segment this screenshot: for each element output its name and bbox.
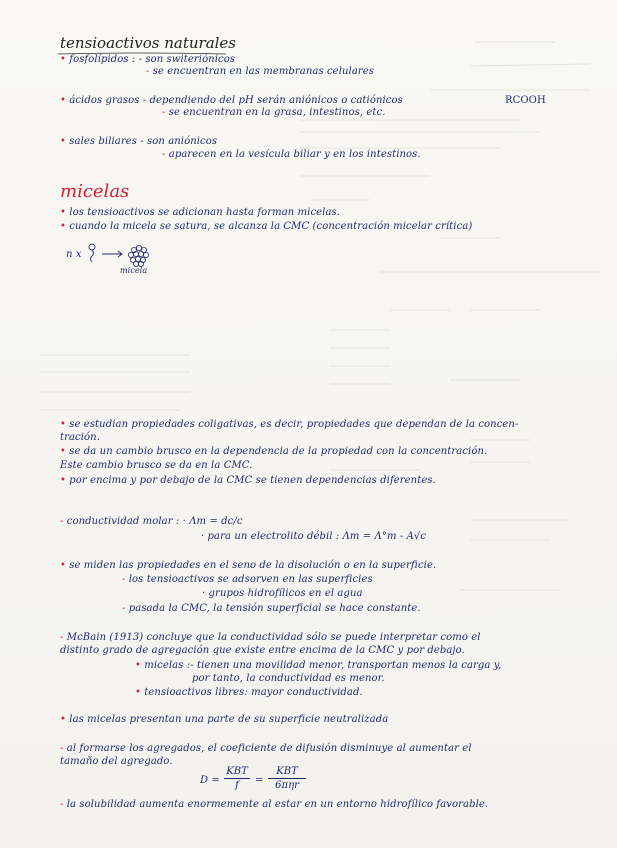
surface-line-2: - los tensioactivos se adsorven en las superficies bbox=[122, 574, 373, 585]
diffusion-line-2: tamaño del agregado. bbox=[60, 756, 173, 767]
micelles-line-2: • cuando la micela se satura, se alcanza la CMC (concentración micelar crítica) bbox=[60, 221, 473, 232]
micelle-diagram-multiplier: n x bbox=[66, 249, 82, 260]
formula-fraction-1 bbox=[224, 766, 250, 791]
section-heading-natural-surfactants: tensioactivos naturales bbox=[60, 34, 237, 52]
bullet-mark: • bbox=[135, 687, 141, 698]
neutralized-line: • las micelas presentan una parte de su superficie neutralizada bbox=[60, 714, 389, 725]
conductivity-line-1: - conductividad molar : · Λm = dc/c bbox=[60, 516, 243, 527]
micelles-line-1: • los tensioactivos se adicionan hasta forman micelas. bbox=[60, 207, 341, 218]
mcbain-line-4: por tanto, la conductividad es menor. bbox=[192, 673, 385, 684]
bullet-mark: • bbox=[60, 714, 66, 725]
surface-line-4: - pasada la CMC, la tensión superficial se hace constante. bbox=[122, 603, 421, 614]
bullet-mark: - bbox=[60, 743, 64, 754]
fatty-acids-line-2: - se encuentran en la grasa, intestinos, etc. bbox=[162, 107, 386, 118]
bullet-mark: - bbox=[162, 107, 166, 118]
bullet-mark: • bbox=[60, 446, 66, 457]
bullet-mark: • bbox=[60, 221, 66, 232]
micelles-title: micelas bbox=[60, 181, 130, 202]
bullet-mark: • bbox=[60, 95, 66, 106]
bullet-mark: - bbox=[162, 149, 166, 160]
properties-line-2b: Este cambio brusco se da en la CMC. bbox=[60, 460, 253, 471]
bile-salts-line-2: - aparecen en la vesícula biliar y en los intestinos. bbox=[162, 149, 421, 160]
surface-line-1: • se miden las propiedades en el seno de la disolución o en la superficie. bbox=[60, 560, 437, 571]
bile-salts-line: • sales biliares - son aniónicos bbox=[60, 136, 218, 147]
solubility-line: - la solubilidad aumenta enormemente al estar en un entorno hidrofílico favorable. bbox=[60, 799, 489, 810]
mcbain-line-1: - McBain (1913) concluye que la conductividad sólo se puede interpretar como el bbox=[60, 632, 481, 643]
bullet-mark: - bbox=[146, 66, 150, 77]
formula-lhs: D = bbox=[200, 775, 220, 786]
bullet-mark: • bbox=[60, 475, 66, 486]
fatty-acids-line: • ácidos grasos - dependiendo del pH serán aniónicos o catiónicos bbox=[60, 95, 403, 106]
fraction-2-numerator: KBT bbox=[276, 766, 298, 777]
bullet-mark: • bbox=[60, 136, 66, 147]
conductivity-line-2: · para un electrolito débil : Λm = Λ°m - A√c bbox=[201, 531, 427, 542]
mcbain-line-5: • tensioactivos libres: mayor conductividad. bbox=[135, 687, 363, 698]
formula-fraction-2 bbox=[268, 766, 306, 791]
fraction-2-denominator: 6πηr bbox=[275, 780, 299, 791]
bullet-mark: - bbox=[60, 516, 64, 527]
formula-equals: = bbox=[255, 775, 264, 786]
properties-line-3: • por encima y por debajo de la CMC se tienen dependencias diferentes. bbox=[60, 475, 436, 486]
micelle-diagram-icon bbox=[86, 242, 176, 282]
fraction-1-numerator: KBT bbox=[226, 766, 248, 777]
fraction-1-denominator: f bbox=[235, 780, 239, 791]
mcbain-line-3: • micelas :- tienen una movilidad menor, transportan menos la carga y, bbox=[135, 660, 502, 671]
diffusion-line-1: - al formarse los agregados, el coeficiente de difusión disminuye al aumentar el bbox=[60, 743, 472, 754]
bullet-mark: • bbox=[60, 560, 66, 571]
phospholipids-line: • fosfolípidos : - son switeriónicos bbox=[60, 54, 236, 65]
properties-line-2: • se da un cambio brusco en la dependencia de la propiedad con la concentración. bbox=[60, 446, 488, 457]
fatty-acids-formula: RCOOH bbox=[505, 95, 546, 106]
bullet-mark: • bbox=[60, 54, 66, 65]
mcbain-line-2: distinto grado de agregación que existe entre encima de la CMC y por debajo. bbox=[60, 645, 465, 656]
bullet-mark: - bbox=[122, 603, 126, 614]
fraction-2-bar bbox=[268, 778, 306, 779]
fraction-1-bar bbox=[224, 778, 250, 779]
bullet-mark: - bbox=[60, 632, 64, 643]
properties-line-1: • se estudian propiedades coligativas, es decir, propiedades que dependan de la concen- bbox=[60, 419, 519, 430]
surface-line-3: · grupos hidrofílicos en el agua bbox=[202, 588, 363, 599]
micelle-diagram-label: micela bbox=[120, 266, 148, 275]
properties-line-1b: tración. bbox=[60, 432, 100, 443]
bullet-mark: - bbox=[60, 799, 64, 810]
bullet-mark: - bbox=[122, 574, 126, 585]
bullet-mark: • bbox=[135, 660, 141, 671]
phospholipids-line-2: - se encuentran en las membranas celulares bbox=[146, 66, 375, 77]
bullet-mark: • bbox=[60, 419, 66, 430]
bullet-mark: • bbox=[60, 207, 66, 218]
